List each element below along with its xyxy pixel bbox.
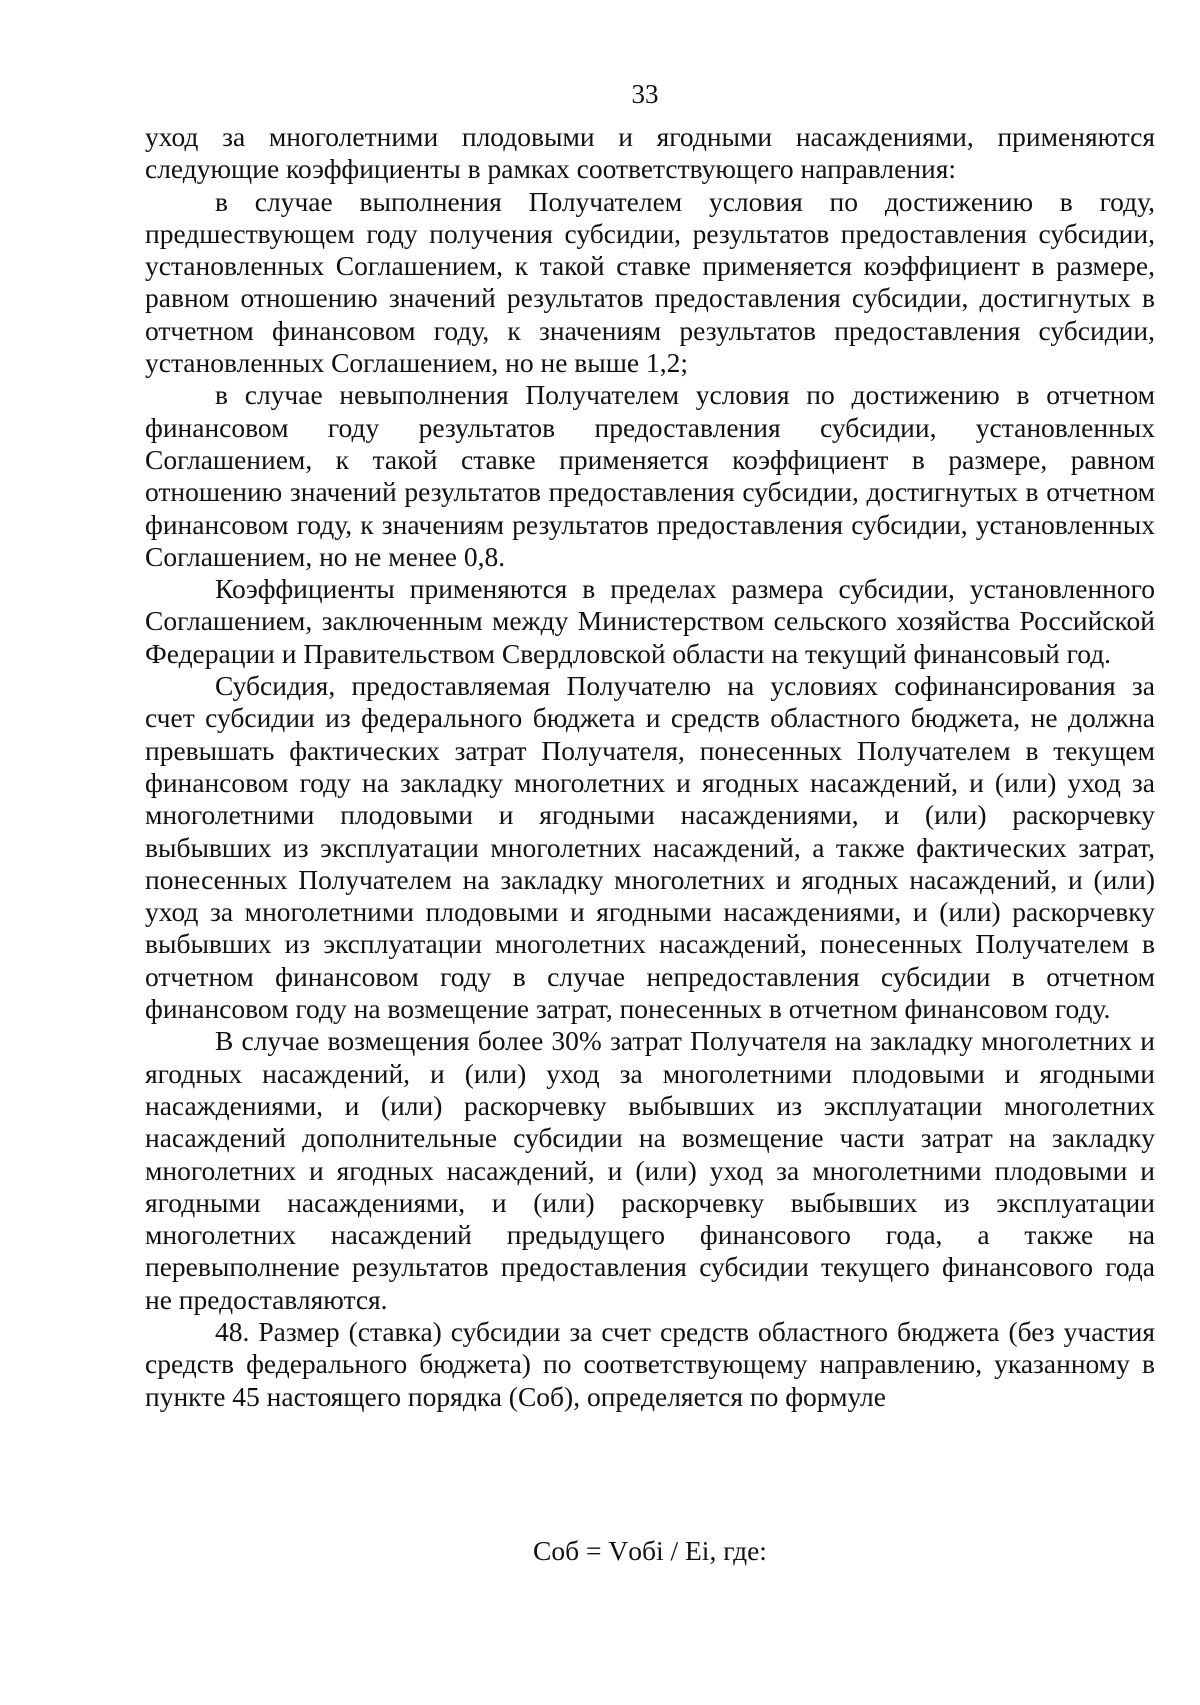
paragraph-additional-subsidies: В случае возмещения более 30% затрат Получателя на закладку многолетних и ягодных насаждений, и (или) уход за многолетними плодовыми и ягодными насаждениями, и (или) раскорчевку выбывших из эксплуатации многолетних насаждений дополнительные субсидии на возмещение части затрат на закладку многолетних и ягодных насаждений, и (или) уход за многолетними плодовыми и ягодными насаждениями, и (или) раскорчевку выбывших из эксплуатации многолетних насаждений предыдущего финансового года, а также на перевыполнение результатов предоставления субсидии текущего финансового года не предоставляются. <box>145 1025 1155 1315</box>
document-body <box>145 121 1155 1413</box>
paragraph-item-48: 48. Размер (ставка) субсидии за счет средств областного бюджета (без участия средств федерального бюджета) по соответствующему направлению, указанному в пункте 45 настоящего порядка (Соб), определяется по формуле <box>145 1315 1155 1412</box>
paragraph-coefficient-fulfilled: в случае выполнения Получателем условия по достижению в году, предшествующем году получения субсидии, результатов предоставления субсидии, установленных Соглашением, к такой ставке применяется коэффициент в размере, равном отношению значений результатов предоставления субсидии, достигнутых в отчетном финансовом году, к значениям результатов предоставления субсидии, установленных Соглашением, но не выше 1,2; <box>145 185 1155 379</box>
formula: Соб = Vобi / Ei, где: <box>533 1535 767 1566</box>
page-number: 33 <box>631 79 659 109</box>
paragraph-coefficients-intro: уход за многолетними плодовыми и ягодными насаждениями, применяются следующие коэффициенты в рамках соответствующего направления: <box>145 121 1155 185</box>
paragraph-subsidy-cap: Субсидия, предоставляемая Получателю на условиях софинансирования за счет субсидии из федерального бюджета и средств областного бюджета, не должна превышать фактических затрат Получателя, понесенных Получателем в текущем финансовом году на закладку многолетних и ягодных насаждений, и (или) уход за многолетними плодовыми и ягодными насаждениями, и (или) раскорчевку выбывших из эксплуатации многолетних насаждений, а также фактических затрат, понесенных Получателем на закладку многолетних и ягодных насаждений, и (или) уход за многолетними плодовыми и ягодными насаждениями, и (или) раскорчевку выбывших из эксплуатации многолетних насаждений, понесенных Получателем в отчетном финансовом году в случае непредоставления субсидии в отчетном финансовом году на возмещение затрат, понесенных в отчетном финансовом году. <box>145 670 1155 1025</box>
paragraph-coefficient-limits: Коэффициенты применяются в пределах размера субсидии, установленного Соглашением, заключенным между Министерством сельского хозяйства Российской Федерации и Правительством Свердловской области на текущий финансовый год. <box>145 573 1155 669</box>
paragraph-coefficient-unfulfilled: в случае невыполнения Получателем условия по достижению в отчетном финансовом году результатов предоставления субсидии, установленных Соглашением, к такой ставке применяется коэффициент в размере, равном отношению значений результатов предоставления субсидии, достигнутых в отчетном финансовом году, к значениям результатов предоставления субсидии, установленных Соглашением, но не менее 0,8. <box>145 379 1155 572</box>
